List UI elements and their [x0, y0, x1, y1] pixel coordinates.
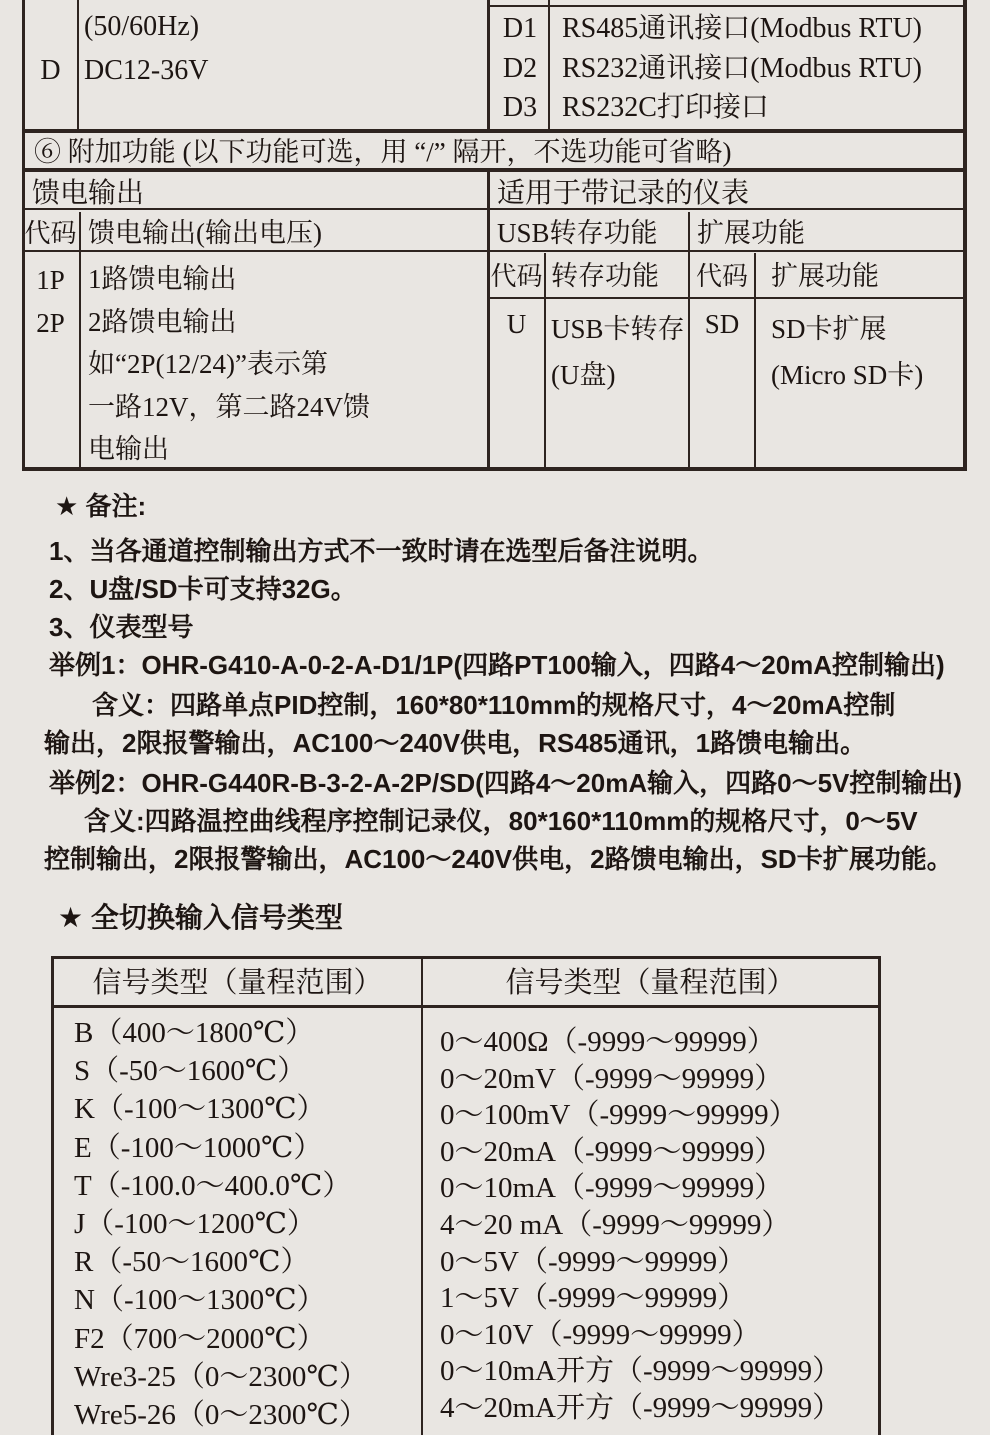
feed-desc-line: 2路馈电输出 [88, 306, 237, 337]
example2-line1: 举例2：OHR-G440R-B-3-2-A-2P/SD(四路4～20mA输入，四路0～5V控制输出) [49, 768, 963, 798]
signal-item: B（400～1800℃） [74, 1017, 315, 1049]
section6-bottom-border [22, 168, 967, 172]
record-table-extcode-divider [754, 253, 756, 467]
feed-table-hline-2 [22, 250, 967, 252]
signal-item: 0～100mV（-9999～99999） [440, 1099, 798, 1132]
signal-item: 0～20mV（-9999～99999） [440, 1062, 784, 1095]
signal-item: 0～20mA（-9999～99999） [440, 1135, 784, 1168]
power-desc-d: DC12-36V [84, 55, 209, 86]
comm-desc-d2: RS232通讯接口(Modbus RTU) [562, 53, 923, 84]
feed-desc-col-header: 馈电输出(输出电压) [88, 218, 322, 248]
note-item-1: 1、当各通道控制输出方式不一致时请在选型后备注说明。 [49, 536, 714, 566]
outer-border-right [963, 0, 967, 471]
section6-top-border [22, 129, 967, 133]
top-table-code-divider [77, 0, 79, 129]
signal-item: 4～20 mA（-9999～99999） [440, 1208, 791, 1241]
feed-header: 馈电输出 [32, 178, 145, 209]
signal-list-left [74, 1014, 368, 1434]
usb-desc-line: (U盘) [551, 360, 616, 390]
usb-func-col-header: 转存功能 [551, 261, 659, 291]
top-table-half-divider [487, 0, 490, 129]
feed-code-2p: 2P [36, 307, 65, 338]
signal-item: 0～10V（-9999～99999） [440, 1318, 761, 1351]
feed-code-1p: 1P [36, 265, 65, 295]
signal-header-right: 信号类型（量程范围） [505, 967, 796, 999]
note-item-2: 2、U盘/SD卡可支持32G。 [49, 574, 357, 604]
record-table-usbcode-divider [544, 253, 546, 467]
signal-item: T（-100.0～400.0℃） [74, 1169, 352, 1202]
example2-line2: 含义:四路温控曲线程序控制记录仪，80*160*110mm的规格尺寸，0～5V [84, 806, 918, 836]
example2-line3: 控制输出，2限报警输出，AC100～240V供电，2路馈电输出，SD卡扩展功能。 [44, 844, 953, 874]
feed-code-col-header: 代码 [24, 219, 77, 248]
signal-item: F2（700～2000℃） [74, 1322, 326, 1355]
ext-func-col-header: 扩展功能 [771, 261, 879, 291]
signal-item: J（-100～1200℃） [74, 1208, 316, 1241]
comm-desc-d1: RS485通讯接口(Modbus RTU) [562, 13, 923, 44]
comm-code-d2: D2 [502, 53, 538, 84]
signal-item: S（-50～1600℃） [74, 1055, 307, 1088]
signal-item: 0～400Ω（-9999～99999） [440, 1026, 776, 1058]
note-item-3: 3、仪表型号 [49, 612, 194, 642]
signal-item: 0～10mA（-9999～99999） [440, 1172, 784, 1205]
feed-desc-line: 一路12V，第二路24V馈 [88, 391, 370, 422]
ext-desc-line: (Micro SD卡) [771, 360, 924, 390]
ext-group-header: 扩展功能 [697, 218, 805, 248]
section6-title: ⑥ 附加功能 (以下功能可选，用 “/” 隔开，不选功能可省略) [34, 137, 732, 167]
record-header: 适用于带记录的仪表 [497, 178, 750, 209]
signal-item: E（-100～1000℃） [74, 1131, 323, 1164]
example1-line1: 举例1：OHR-G410-A-0-2-A-D1/1P(四路PT100输入，四路4～20mA控制输出) [49, 650, 945, 680]
usb-group-header: USB转存功能 [497, 218, 658, 248]
signal-item: Wre3-25（0～2300℃） [74, 1360, 368, 1393]
signal-header-left: 信号类型（量程范围） [92, 967, 383, 999]
signal-item: 4～20mA开方（-9999～99999） [440, 1391, 842, 1424]
ext-code-col-header: 代码 [695, 262, 748, 291]
top-table-dcode-divider [548, 0, 550, 129]
signal-item: N（-100～1300℃） [74, 1284, 326, 1317]
example1-line3: 输出，2限报警输出，AC100～240V供电，RS485通讯，1路馈电输出。 [44, 728, 867, 758]
usb-code-col-header: 代码 [490, 262, 543, 291]
feed-code-list [22, 259, 79, 344]
ext-desc-lines [771, 306, 923, 398]
top-table-right-topline [487, 5, 967, 7]
feed-desc-lines [88, 258, 370, 471]
ext-code-sd: SD [704, 309, 740, 339]
signal-item: Wre5-26（0～2300℃） [74, 1399, 368, 1432]
record-table-hline-3 [487, 297, 967, 299]
signal-section-title: ★ 全切换输入信号类型 [58, 902, 343, 933]
feed-desc-line: 如“2P(12/24)”表示第 [88, 349, 328, 379]
signal-table-top-border [51, 956, 881, 959]
signal-item: 1～5V（-9999～99999） [440, 1282, 747, 1315]
signal-item: K（-100～1300℃） [74, 1093, 326, 1126]
signal-table-col-divider [421, 956, 423, 1435]
notes-title: ★ 备注: [55, 491, 147, 521]
feed-desc-line: 电输出 [88, 434, 169, 464]
usb-desc-lines [551, 306, 685, 398]
power-code-d: D [40, 55, 61, 86]
ext-desc-line: SD卡扩展 [771, 314, 887, 344]
comm-code-d3: D3 [502, 92, 538, 123]
example1-line2: 含义：四路单点PID控制，160*80*110mm的规格尺寸，4～20mA控制 [92, 690, 896, 720]
signal-table-border-right [878, 956, 881, 1435]
signal-table-header-border [51, 1005, 881, 1008]
feed-desc-line: 1路馈电输出 [88, 264, 237, 294]
signal-item: 0～5V（-9999～99999） [440, 1245, 747, 1278]
signal-list-right [440, 1024, 841, 1427]
feed-table-hline-1 [22, 208, 967, 210]
signal-item: R（-50～1600℃） [74, 1246, 310, 1279]
usb-desc-line: USB卡转存 [551, 314, 685, 344]
signal-item: 0～10mA开方（-9999～99999） [440, 1355, 842, 1388]
power-freq-note: (50/60Hz) [84, 11, 200, 42]
comm-code-d1: D1 [502, 13, 538, 44]
comm-desc-d3: RS232C打印接口 [562, 92, 769, 123]
signal-table-border-left [51, 956, 54, 1435]
usb-code-u: U [506, 309, 527, 339]
